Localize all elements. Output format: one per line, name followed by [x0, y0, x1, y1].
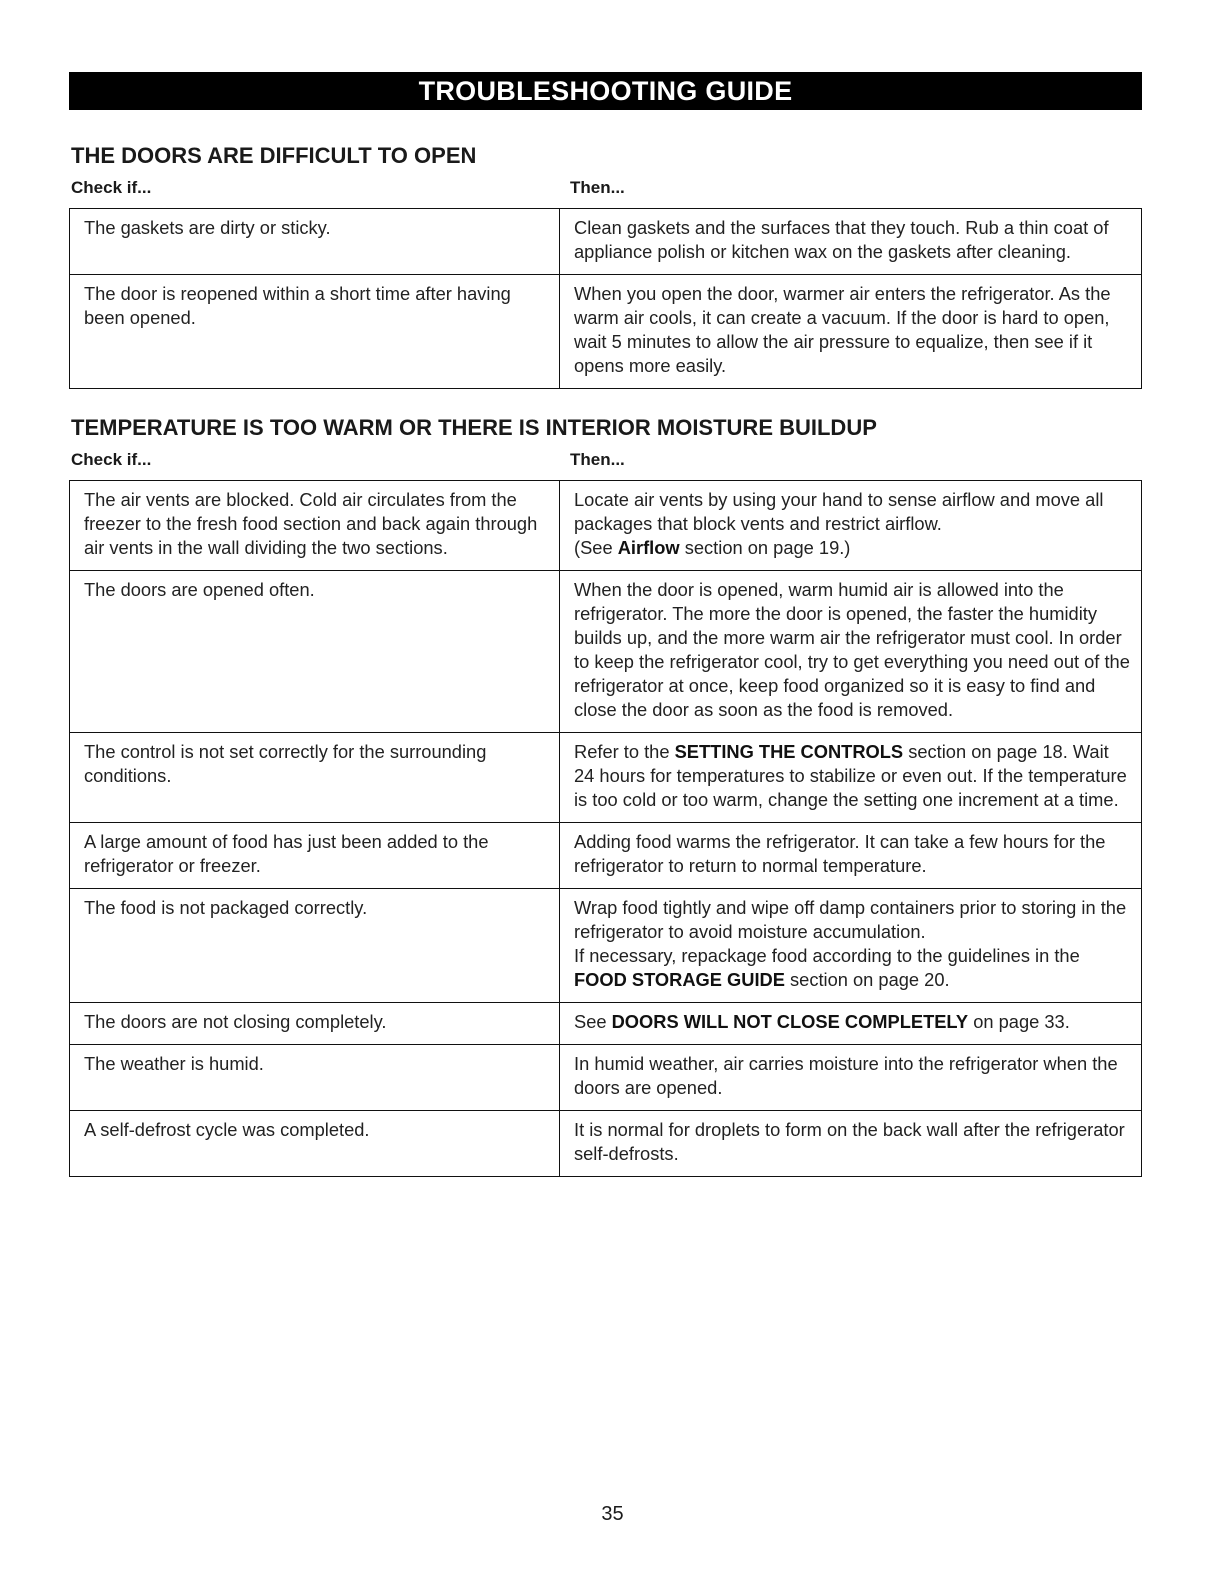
check-cell: The gaskets are dirty or sticky. [70, 209, 560, 275]
bold-reference: DOORS WILL NOT CLOSE COMPLETELY [611, 1011, 969, 1032]
table-row [70, 823, 1142, 889]
check-cell: A self-defrost cycle was completed. [70, 1111, 560, 1177]
then-cell [560, 733, 1142, 823]
section-title-temperature: TEMPERATURE IS TOO WARM OR THERE IS INTERIOR MOISTURE BUILDUP [71, 415, 877, 440]
text-run: It is normal for droplets to form on the back wall after the refrigerator self-defrosts. [574, 1119, 1125, 1164]
text-run: In humid weather, air carries moisture into the refrigerator when the doors are opened. [574, 1053, 1118, 1098]
table-row [70, 1045, 1142, 1111]
then-cell [560, 571, 1142, 733]
table-body [70, 481, 1142, 1177]
then-cell [560, 823, 1142, 889]
troubleshooting-table [69, 208, 1142, 389]
text-run: section on page 18. Wait 24 hours for temperatures to stabilize or even out. If the temperature is too cold or too warm, change the setting one increment at a time. [574, 741, 1127, 810]
text-run: When the door is opened, warm humid air is allowed into the refrigerator. The more the door is opened, the faster the humidity builds up, and the more warm air the refrigerator must cool. In order to keep the refrigerator cool, try to get everything you need out of the refrigerator at once, keep food organized so it is easy to find and close the door as soon as the food is removed. [574, 579, 1130, 720]
bold-reference: SETTING THE CONTROLS [674, 741, 904, 762]
column-headers [69, 450, 1142, 480]
table-row [70, 1111, 1142, 1177]
text-run: If necessary, repackage food according to the guidelines in the [574, 945, 1080, 966]
then-cell [560, 1003, 1142, 1045]
table-row [70, 889, 1142, 1003]
text-run: section on page 20. [784, 969, 950, 990]
then-header: Then... [570, 178, 625, 197]
check-cell: The food is not packaged correctly. [70, 889, 560, 1003]
text-run: on page 33. [968, 1011, 1070, 1032]
check-cell: The control is not set correctly for the surrounding conditions. [70, 733, 560, 823]
bold-reference: FOOD STORAGE GUIDE [574, 969, 785, 990]
text-run: Clean gaskets and the surfaces that they touch. Rub a thin coat of appliance polish or kitchen wax on the gaskets after cleaning. [574, 217, 1109, 262]
check-cell: A large amount of food has just been added to the refrigerator or freezer. [70, 823, 560, 889]
table-row [70, 275, 1142, 389]
check-if-header: Check if... [71, 450, 152, 469]
text-run: When you open the door, warmer air enters the refrigerator. As the warm air cools, it can create a vacuum. If the door is hard to open, wait 5 minutes to allow the air pressure to equalize, then see if it opens more easily. [574, 283, 1111, 376]
section-title-doors: THE DOORS ARE DIFFICULT TO OPEN [71, 143, 477, 168]
guide-title-banner: TROUBLESHOOTING GUIDE [69, 72, 1142, 110]
check-cell: The weather is humid. [70, 1045, 560, 1111]
page-number: 35 [601, 1503, 624, 1525]
then-cell [560, 1111, 1142, 1177]
table-row [70, 209, 1142, 275]
column-headers [69, 178, 1142, 208]
text-run: See [574, 1011, 612, 1032]
table-row [70, 1003, 1142, 1045]
text-run: (See [574, 537, 618, 558]
text-run: Adding food warms the refrigerator. It can take a few hours for the refrigerator to return to normal temperature. [574, 831, 1106, 876]
text-run: Refer to the [574, 741, 675, 762]
then-cell [560, 889, 1142, 1003]
then-header: Then... [570, 450, 625, 469]
check-cell: The doors are not closing completely. [70, 1003, 560, 1045]
check-if-header: Check if... [71, 178, 152, 197]
then-cell [560, 481, 1142, 571]
text-run: Locate air vents by using your hand to sense airflow and move all packages that block vents and restrict airflow. [574, 489, 1104, 534]
check-cell: The doors are opened often. [70, 571, 560, 733]
then-cell [560, 1045, 1142, 1111]
document-page [69, 72, 1142, 1177]
text-run: section on page 19.) [679, 537, 851, 558]
troubleshooting-table [69, 480, 1142, 1177]
table-row [70, 733, 1142, 823]
text-run: Wrap food tightly and wipe off damp containers prior to storing in the refrigerator to avoid moisture accumulation. [574, 897, 1127, 942]
table-body [70, 209, 1142, 389]
check-cell: The air vents are blocked. Cold air circulates from the freezer to the fresh food section and back again through air vents in the wall dividing the two sections. [70, 481, 560, 571]
bold-reference: Airflow [617, 537, 680, 558]
check-cell: The door is reopened within a short time after having been opened. [70, 275, 560, 389]
then-cell [560, 275, 1142, 389]
then-cell [560, 209, 1142, 275]
table-row [70, 481, 1142, 571]
table-row [70, 571, 1142, 733]
